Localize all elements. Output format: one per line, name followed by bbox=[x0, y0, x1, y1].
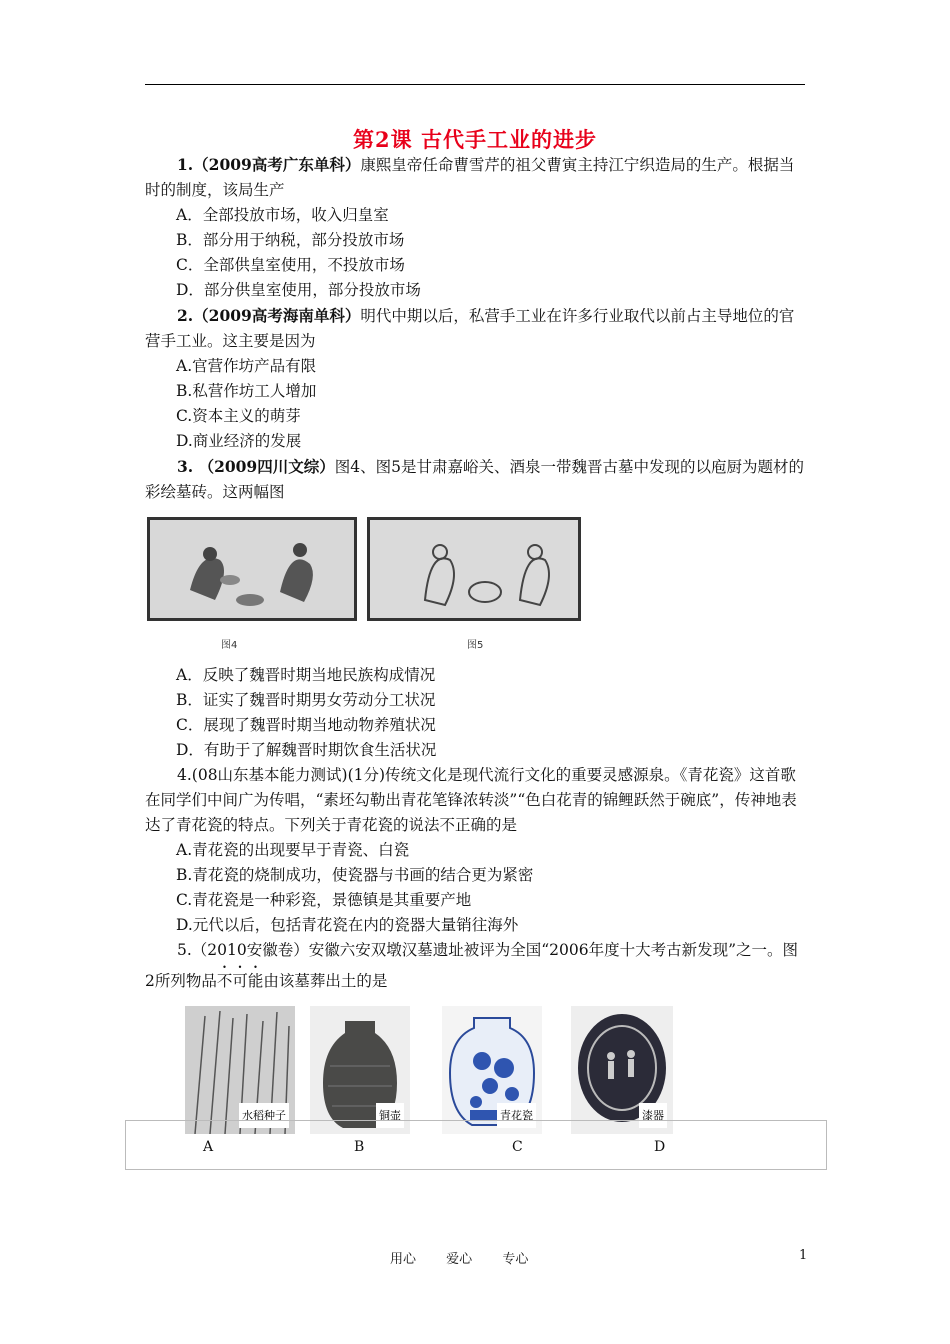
figure-4 bbox=[147, 517, 357, 651]
question-3-source: 3. （2009四川文综） bbox=[177, 457, 335, 476]
q3-option-d: D．有助于了解魏晋时期饮食生活状况 bbox=[176, 741, 437, 759]
question-3-figures bbox=[145, 517, 807, 651]
q1-option-b: B．部分用于纳税，部分投放市场 bbox=[176, 231, 405, 249]
figure-5-caption: 图5 bbox=[467, 640, 484, 651]
document-body bbox=[145, 152, 807, 1136]
q1-option-c: C．全部供皇室使用，不投放市场 bbox=[176, 256, 405, 274]
choice-b-label: B bbox=[354, 1139, 365, 1155]
question-2-source: 2.（2009高考海南单科） bbox=[177, 306, 361, 325]
footer-word: 用心 bbox=[390, 1252, 417, 1267]
footer-motto bbox=[390, 1248, 554, 1267]
blue-white-porcelain-image bbox=[442, 1006, 542, 1134]
question-1-text: 康熙皇帝任命曹雪芹的祖父曹寅主持江宁织造局的生产。根据当时的制度，该局生产 bbox=[145, 156, 795, 199]
q4-option-b: B.青花瓷的烧制成功，使瓷器与书画的结合更为紧密 bbox=[176, 866, 534, 884]
rice-seed-label: 水稻种子 bbox=[239, 1103, 289, 1128]
question-5-text-b: 由该墓葬出土的是 bbox=[263, 972, 388, 990]
q2-option-a: A.官营作坊产品有限 bbox=[176, 357, 317, 375]
q3-option-a: A．反映了魏晋时期当地民族构成情况 bbox=[176, 666, 436, 684]
question-3-text: 图4、图5是甘肃嘉峪关、酒泉一带魏晋古墓中发现的以庖厨为题材的彩绘墓砖。这两幅图 bbox=[145, 458, 804, 501]
brick-painting-image bbox=[147, 517, 357, 621]
page-number: 1 bbox=[799, 1248, 808, 1263]
footer-word: 专心 bbox=[502, 1252, 529, 1267]
q4-option-d: D.元代以后，包括青花瓷在内的瓷器大量销往海外 bbox=[176, 916, 519, 934]
choice-d-label: D bbox=[654, 1139, 666, 1155]
page-title: 第2课 古代手工业的进步 bbox=[353, 127, 597, 152]
q2-option-d: D.商业经济的发展 bbox=[176, 432, 302, 450]
q4-option-a: A.青花瓷的出现要早于青瓷、白瓷 bbox=[176, 841, 410, 859]
choice-c-label: C bbox=[512, 1139, 523, 1155]
lacquerware-label: 漆器 bbox=[639, 1103, 667, 1128]
question-1-source: 1.（2009高考广东单科） bbox=[177, 155, 361, 174]
figure-4-caption: 图4 bbox=[221, 640, 238, 651]
brick-painting-image bbox=[367, 517, 581, 621]
question-5 bbox=[145, 938, 807, 994]
question-2-text: 明代中期以后，私营手工业在许多行业取代以前占主导地位的官营手工业。这主要是因为 bbox=[145, 307, 795, 350]
lacquerware-image bbox=[571, 1006, 673, 1134]
bronze-pot-image bbox=[310, 1006, 410, 1134]
bronze-pot-label: 铜壶 bbox=[376, 1103, 404, 1128]
question-5-emphasis: 不可能 bbox=[216, 972, 264, 990]
question-3 bbox=[145, 454, 807, 505]
q1-option-a: A．全部投放市场，收入归皇室 bbox=[176, 206, 389, 224]
q3-option-c: C．展现了魏晋时期当地动物养殖状况 bbox=[176, 716, 436, 734]
q1-option-d: D．部分供皇室使用，部分投放市场 bbox=[176, 281, 421, 299]
q2-option-c: C.资本主义的萌芽 bbox=[176, 407, 301, 425]
question-4: 4.(08山东基本能力测试)(1分)传统文化是现代流行文化的重要灵感源泉。《青花瓷》这首歌在同学们中间广为传唱，“素坯勾勒出青花笔锋浓转淡”“色白花青的锦鲤跃然于碗底”，传神地表达了青花瓷的特点。下列关于青花瓷的说法不正确的是 bbox=[145, 766, 797, 834]
answer-choices-box bbox=[125, 1120, 827, 1170]
question-5-text-a: 5.（2010安徽卷）安徽六安双墩汉墓遗址被评为全国“2006年度十大考古新发现”之一。图2所列物品 bbox=[145, 941, 799, 990]
blue-white-porcelain-label: 青花瓷 bbox=[497, 1103, 536, 1128]
header-rule bbox=[145, 84, 805, 85]
q3-option-b: B．证实了魏晋时期男女劳动分工状况 bbox=[176, 691, 436, 709]
footer-word: 爱心 bbox=[446, 1252, 473, 1267]
figure-5 bbox=[367, 517, 581, 651]
question-5-pictures bbox=[145, 1006, 807, 1136]
q4-option-c: C.青花瓷是一种彩瓷，景德镇是其重要产地 bbox=[176, 891, 472, 909]
choice-a-label: A bbox=[203, 1139, 214, 1155]
rice-seed-image bbox=[185, 1006, 295, 1134]
question-2 bbox=[145, 303, 807, 354]
q2-option-b: B.私营作坊工人增加 bbox=[176, 382, 317, 400]
question-1 bbox=[145, 152, 807, 203]
